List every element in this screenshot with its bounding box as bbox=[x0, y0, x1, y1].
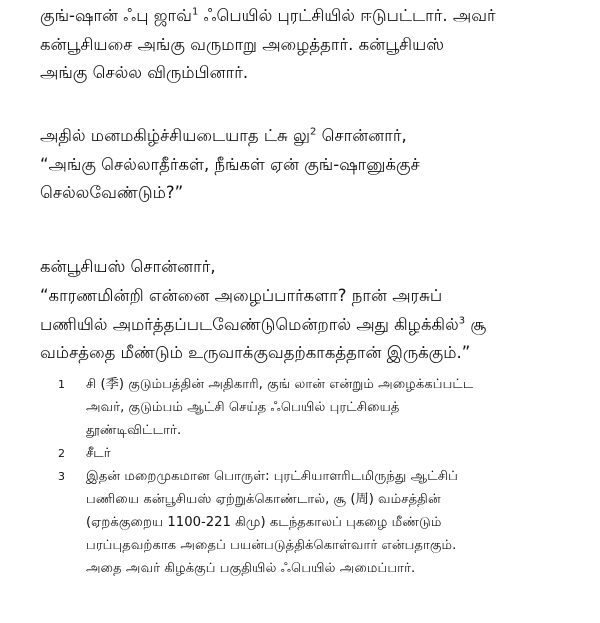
text-segment: ஃபெயில் புரட்சியில் ஈடுபட்டார். அவர் bbox=[198, 6, 496, 25]
paragraph-4 bbox=[40, 282, 580, 368]
paragraph-3 bbox=[40, 253, 580, 282]
paragraph-2 bbox=[40, 122, 580, 208]
footnote-text bbox=[86, 442, 588, 465]
footnote-line: அவர், குடும்பம் ஆட்சி செய்த ஃபெயில் புரட்சியைத் bbox=[86, 400, 400, 415]
footnote-ref: 1 bbox=[191, 6, 199, 18]
footnote-2 bbox=[58, 442, 588, 465]
paragraph-line: கன்பூசியஸ் சொன்னார், bbox=[40, 257, 216, 276]
footnote-number: 3 bbox=[58, 470, 65, 483]
footnote-line: தூண்டிவிட்டார். bbox=[86, 423, 182, 438]
footnote-number: 2 bbox=[58, 447, 65, 460]
footnote-3 bbox=[58, 465, 588, 580]
footnote-line: இதன் மறைமுகமான பொருள்: புரட்சியாளரிடமிருந்து ஆட்சிப் bbox=[86, 469, 458, 484]
paragraph-line: கன்பூசியசை அங்கு வருமாறு அழைத்தார். கன்பூசியஸ் bbox=[40, 34, 444, 54]
paragraph-line bbox=[40, 122, 580, 151]
paragraph-line: “காரணமின்றி என்னை அழைப்பார்களா? நான் அரசுப் bbox=[40, 286, 443, 305]
paragraph-line: செல்லவேண்டும்?” bbox=[40, 183, 184, 202]
text-segment: சொன்னார், bbox=[316, 126, 407, 145]
footnote-line: சீடர் bbox=[86, 446, 111, 461]
paragraph-line bbox=[40, 2, 580, 31]
paragraph-line: வம்சத்தை மீண்டும் உருவாக்குவதற்காகத்தான் இருக்கும்.” bbox=[40, 343, 471, 362]
text-segment: பணியில் அமர்த்தப்படவேண்டுமென்றால் அது கிழக்கில் bbox=[40, 314, 459, 334]
footnote-text bbox=[86, 465, 588, 580]
footnote-number: 1 bbox=[58, 378, 65, 391]
footnote-ref: 2 bbox=[310, 126, 317, 138]
footnote-text bbox=[86, 373, 588, 442]
paragraph-1 bbox=[40, 2, 580, 88]
text-segment: சூ bbox=[465, 314, 487, 334]
paragraph-line: “அங்கு செல்லாதீர்கள், நீங்கள் ஏன் குங்-ஷானுக்குச் bbox=[40, 154, 420, 174]
text-segment: அதில் மனமகிழ்ச்சியடையாத ட்சு லு bbox=[40, 126, 311, 145]
footnotes bbox=[58, 373, 588, 580]
footnote-ref: 3 bbox=[458, 315, 466, 326]
footnote-1 bbox=[58, 373, 588, 442]
footnote-line: சி (季) குடும்பத்தின் அதிகாரி, குங் லான் என்றும் அழைக்கப்பட்ட bbox=[86, 377, 474, 392]
footnote-line: பரப்புதவற்காக அதைப் பயன்படுத்திக்கொள்வார் என்பதாகும். bbox=[86, 538, 457, 553]
footnote-line: (ஏறக்குறைய 1100-221 கிமு) கடந்தகாலப் புகழை மீண்டும் bbox=[86, 515, 442, 530]
footnote-line: அதை அவர் கிழக்குப் பகுதியில் ஃபெயில் அமைப்பார். bbox=[86, 561, 416, 576]
paragraph-line bbox=[40, 311, 580, 340]
footnote-line: பணியை கன்பூசியஸ் ஏற்றுக்கொண்டால், சூ (周) வம்சத்தின் bbox=[86, 492, 441, 507]
paragraph-line: அங்கு செல்ல விரும்பினார். bbox=[40, 63, 249, 82]
text-segment: குங்-ஷான் ஃபு ஜாவ் bbox=[40, 6, 192, 25]
